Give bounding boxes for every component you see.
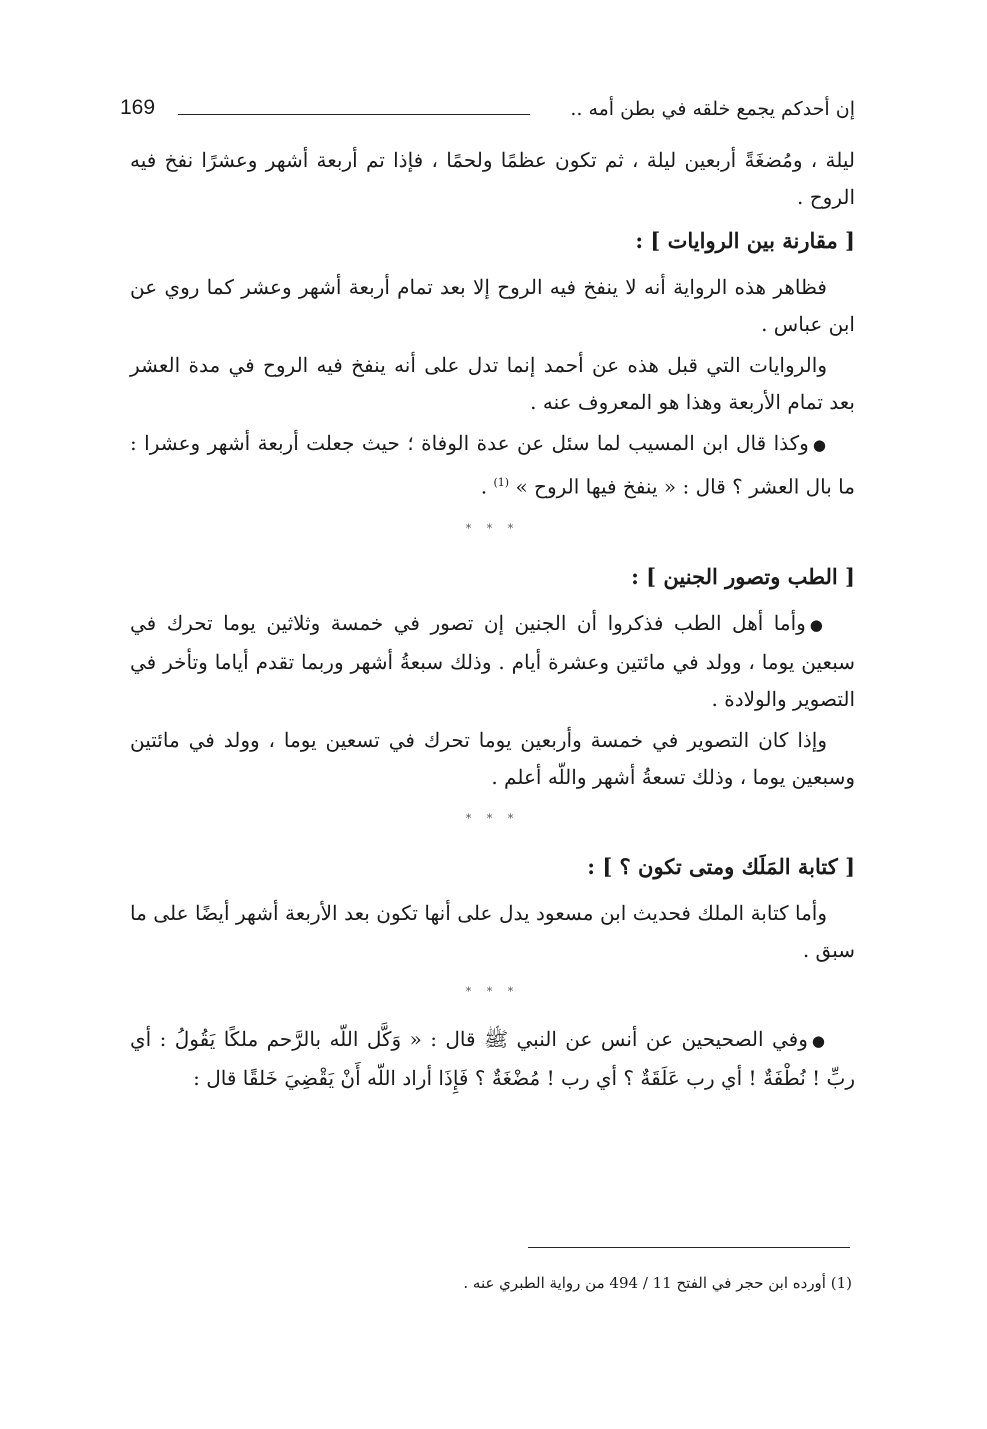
section-separator: * * *	[465, 521, 520, 535]
paragraph-text: وأما أهل الطب فذكروا أن الجنين إن تصور في خمسة وثلاثين يوما تحرك في سبعين يوما ، وولد في مائتين وعشرة أيام . وذلك سبعةُ أشهر وربما تقدم أياما وتأخر في التصوير والولادة .	[130, 610, 855, 711]
paragraph-text: وفي الصحيحين عن أنس عن النبي ﷺ قال : « وَكَّل اللّه بالرَّحم ملكًا يَقُولُ : أي ربِّ ! نُطْفَةٌ ! أي رب عَلَقَةٌ ؟ أي رب ! مُضْغَةٌ ؟ فَإِذَا أراد اللّه أَنْ يَقْضِيَ خَلقًا قال :	[130, 1026, 855, 1090]
paragraph: وأما كتابة الملك فحديث ابن مسعود يدل على أنها تكون بعد الأربعة أشهر أيضًا على ما سبق .	[130, 900, 855, 962]
section-separator: * * *	[465, 811, 520, 825]
paragraph	[130, 1021, 855, 1097]
paragraph: فظاهر هذه الرواية أنه لا ينفخ فيه الروح إلا بعد تمام أربعة أشهر وعشر كما روي عن ابن عباس .	[130, 275, 855, 336]
paragraph	[130, 605, 855, 718]
section-separator: * * *	[465, 984, 520, 998]
running-title: إن أحدكم يجمع خلقه في بطن أمه ..	[570, 98, 855, 120]
paragraph: وإذا كان التصوير في خمسة وأربعين يوما تحرك في تسعين يوما ، وولد في مائتين وسبعين يوما ، وذلك تسعةُ أشهر واللّه أعلم .	[130, 727, 855, 789]
paragraph: ليلة ، ومُضغَةً أربعين ليلة ، ثم تكون عظمًا ولحمًا ، فإذا تم أربعة أشهر وعشرًا نفخ فيه الروح .	[130, 148, 855, 209]
bullet-icon: ●	[812, 436, 827, 454]
page-number: 169	[120, 96, 156, 119]
paragraph-end: .	[480, 474, 494, 499]
footnote-rule	[528, 1247, 850, 1248]
paragraph	[130, 425, 855, 506]
paragraph: والروايات التي قبل هذه عن أحمد إنما تدل على أنه ينفخ فيه الروح في مدة العشر بعد تمام الأربعة وهذا هو المعروف عنه .	[130, 353, 855, 414]
body-text	[130, 142, 855, 1101]
bullet-icon: ●	[811, 1031, 827, 1050]
header-rule	[178, 114, 530, 115]
footnote: (1) أورده ابن حجر في الفتح 11 / 494 من رواية الطبري عنه .	[463, 1274, 852, 1292]
page-header	[120, 96, 855, 130]
bullet-icon: ●	[809, 615, 827, 634]
paragraph-text: وكذا قال ابن المسيب لما سئل عن عدة الوفاة ؛ حيث جعلت أربعة أشهر وعشرا : ما بال العشر ؟ قال : « ينفخ فيها الروح »	[130, 431, 855, 499]
section-heading: [ مقارنة بين الروايات ] :	[635, 228, 855, 253]
section-heading: [ كتابة المَلَك ومتى تكون ؟ ] :	[587, 853, 855, 879]
section-heading: [ الطب وتصور الجنين ] :	[631, 563, 855, 589]
footnote-reference[interactable]: (1)	[493, 476, 510, 489]
